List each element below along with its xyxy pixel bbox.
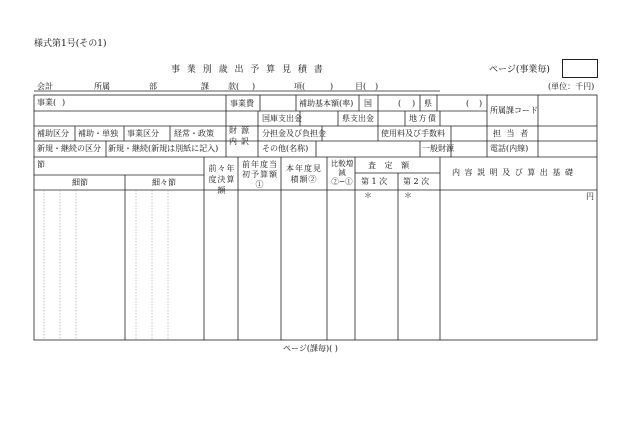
- paren-open-1: (: [398, 99, 402, 108]
- chihosai-label: 地方債: [409, 114, 438, 123]
- ken-label: 県: [424, 99, 432, 108]
- shozoku-label: 所属: [94, 82, 110, 91]
- unit-label: (単位：千円): [548, 82, 595, 91]
- hikaku-label: 比較増減②−①: [330, 159, 354, 186]
- jigyo-label: 事業(: [37, 98, 57, 107]
- shiyoryo-label: 使用料及び手数料: [381, 129, 445, 138]
- satei-label: 査 定 額: [368, 161, 413, 170]
- kokko-label: 国庫支出金: [262, 114, 302, 123]
- kou-close: ): [330, 82, 334, 91]
- saisaisetsu-label: 細々節: [152, 178, 176, 187]
- form-number: 様式第1号(その1): [34, 39, 107, 49]
- dai2ji-label: 第 2 次: [403, 177, 430, 186]
- hon-mitsumori-label: 本年度見積額②: [286, 164, 322, 184]
- page-label-ka: ページ(課毎)( ): [283, 344, 338, 353]
- ka-label: 課: [201, 82, 209, 91]
- moku-label: 目(: [355, 82, 367, 91]
- document-title: 事 業 別 歳 出 予 算 見 積 書: [171, 65, 325, 75]
- naiyo-label: 内 容 説 明 及 び 算 出 基 礎: [452, 168, 574, 177]
- paren-close-1: ): [412, 99, 416, 108]
- hojo-kihon-label: 補助基本額(率): [299, 99, 354, 108]
- moku-close: ): [375, 82, 379, 91]
- asterisk-dai1ji: ＊: [364, 191, 372, 200]
- buntan-label: 分担金及び負担金: [262, 129, 326, 138]
- zen-tosho-label: 前年度当初予算額①: [242, 160, 278, 189]
- denwa-label: 電話(内線): [490, 144, 529, 153]
- tanto-label: 担 当 者: [493, 129, 530, 138]
- zen-kessan-label: 前々年度決算額: [208, 164, 236, 195]
- dai1ji-label: 第 1 次: [361, 177, 388, 186]
- shinki-kubun-label: 新規・継続の区分: [37, 144, 101, 153]
- setsu-label: 節: [37, 160, 45, 169]
- saisetsu-label: 細節: [72, 178, 88, 187]
- kou-label: 項(: [294, 82, 306, 91]
- paren-close-2: ): [479, 99, 483, 108]
- shozokuka-code-label: 所属課コード: [490, 106, 538, 115]
- ippan-label: 一般財源: [422, 144, 454, 153]
- jigyo-close: ): [62, 98, 66, 107]
- yen-label: 円: [586, 192, 594, 201]
- keijo-seisaku-label: 経常・政策: [174, 129, 214, 138]
- paren-open-2: (: [466, 99, 470, 108]
- jigyo-kubun-label: 事業区分: [127, 129, 159, 138]
- kuni-label: 国: [364, 99, 372, 108]
- zaigen-naiyaku-label: 財源内訳: [229, 126, 253, 146]
- sonota-label: その他(名称): [262, 144, 309, 153]
- kan-label: 款(: [228, 82, 240, 91]
- page-label-jigyo: ページ(事業毎): [489, 65, 550, 75]
- hojo-kubun-label: 補助区分: [37, 129, 69, 138]
- bu-label: 部: [149, 82, 157, 91]
- kan-close: ): [252, 82, 256, 91]
- jigyohi-label: 事業費: [230, 99, 254, 108]
- hojo-tandoku-label: 補助・単独: [78, 129, 118, 138]
- shinki-keizoku-label: 新規・継続(新規は別紙に記入): [108, 144, 219, 153]
- asterisk-dai2ji: ＊: [404, 191, 412, 200]
- kenshishutsu-label: 県支出金: [342, 114, 374, 123]
- kaikei-label: 会計: [37, 82, 53, 91]
